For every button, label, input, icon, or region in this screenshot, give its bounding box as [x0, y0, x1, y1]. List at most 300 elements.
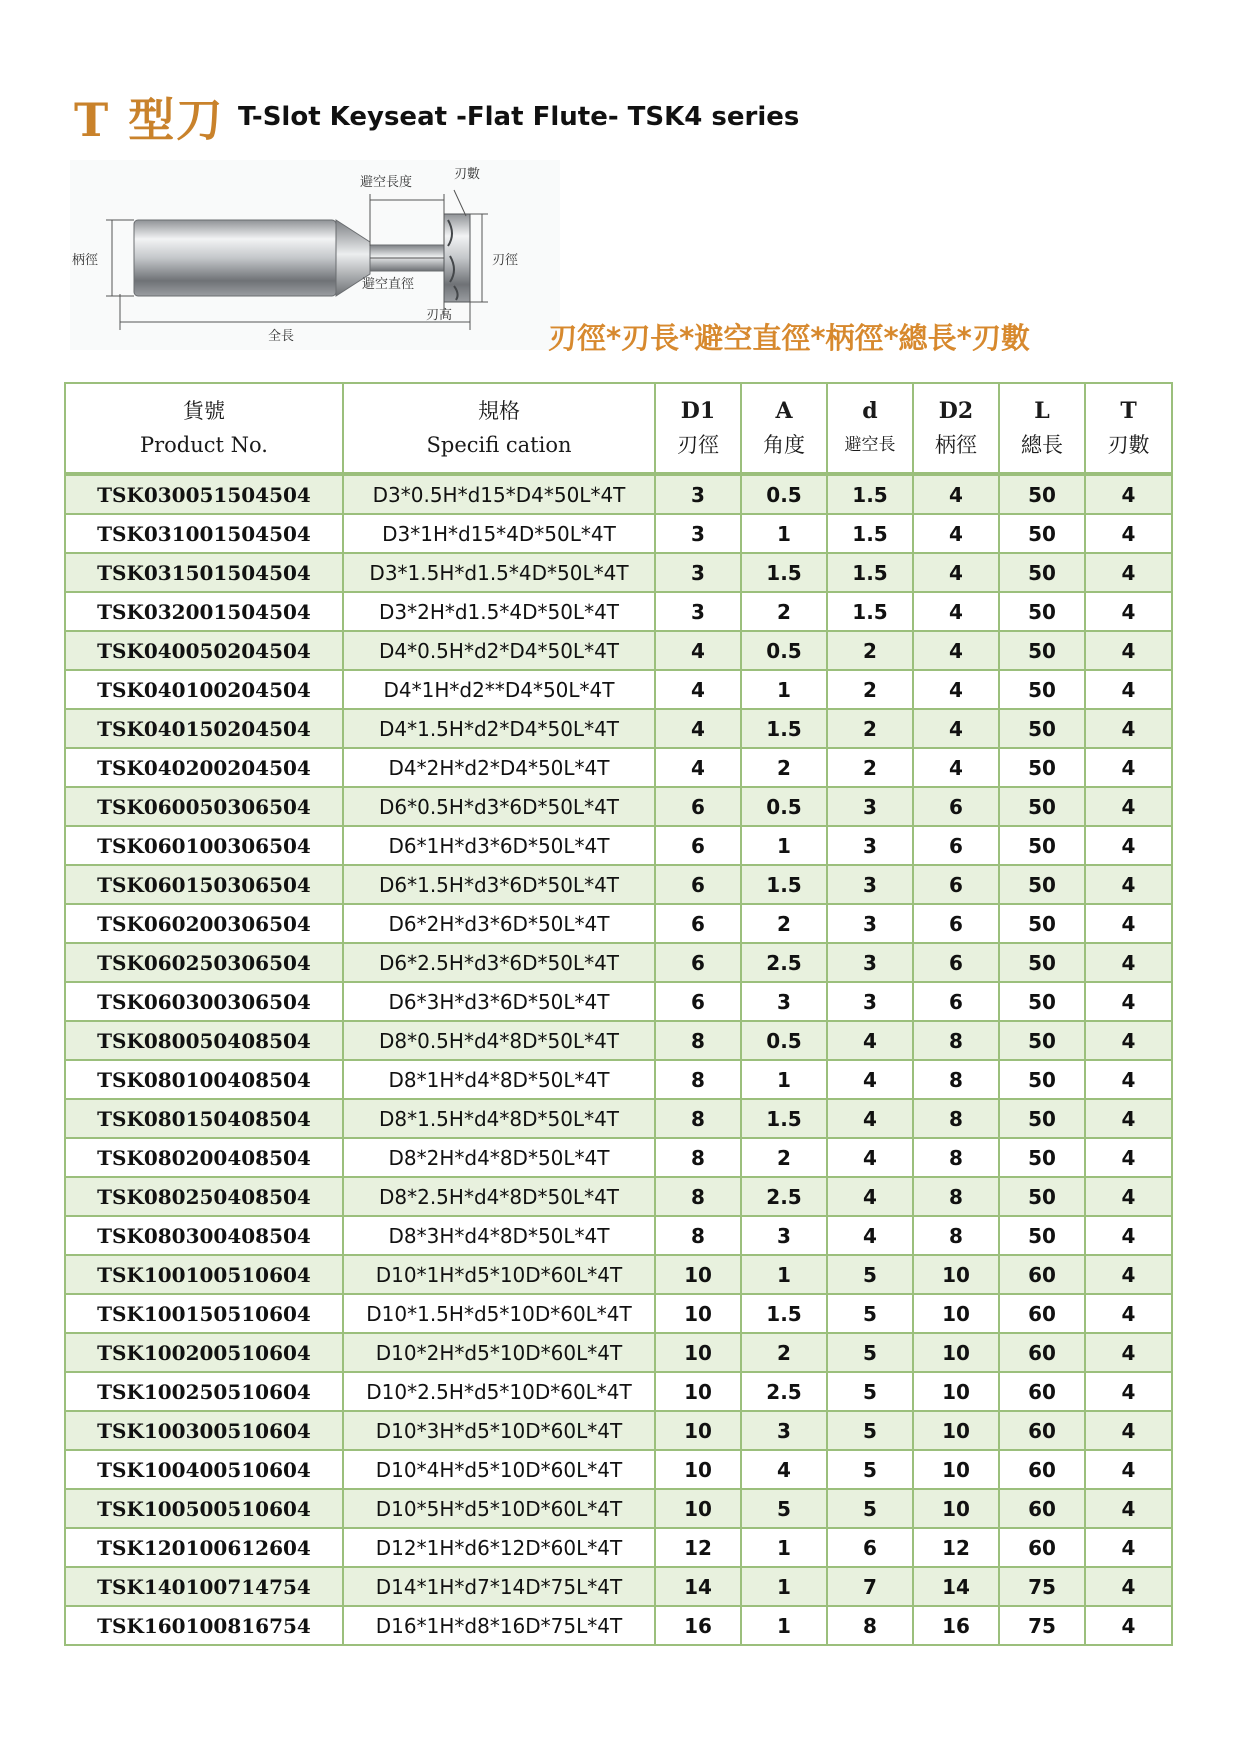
- table-row: [65, 1099, 1172, 1138]
- d2-cell: 6: [913, 826, 999, 865]
- specification-cell: D8*2.5H*d4*8D*50L*4T: [343, 1177, 655, 1216]
- neck-length-cell: 3: [827, 865, 913, 904]
- angle-cell: 2: [741, 748, 827, 787]
- flutes-cell: 4: [1085, 865, 1172, 904]
- table-row: [65, 826, 1172, 865]
- product-no-cell: TSK140100714754: [65, 1567, 343, 1606]
- d2-cell: 12: [913, 1528, 999, 1567]
- d2-cell: 10: [913, 1255, 999, 1294]
- d1-cell: 8: [655, 1099, 741, 1138]
- overall-length-cell: 50: [999, 1060, 1085, 1099]
- specification-cell: D6*1.5H*d3*6D*50L*4T: [343, 865, 655, 904]
- title-en: T-Slot Keyseat -Flat Flute- TSK4 series: [238, 102, 800, 132]
- overall-length-cell: 50: [999, 514, 1085, 553]
- d1-cell: 8: [655, 1177, 741, 1216]
- label-overall-length: 全長: [268, 329, 295, 344]
- product-no-cell: TSK040150204504: [65, 709, 343, 748]
- overall-length-cell: 75: [999, 1606, 1085, 1645]
- table-row: [65, 1060, 1172, 1099]
- overall-length-cell: 50: [999, 631, 1085, 670]
- flutes-cell: 4: [1085, 1567, 1172, 1606]
- d1-cell: 3: [655, 514, 741, 553]
- d1-cell: 6: [655, 865, 741, 904]
- specification-cell: D8*2H*d4*8D*50L*4T: [343, 1138, 655, 1177]
- angle-cell: 2.5: [741, 1372, 827, 1411]
- angle-cell: 1: [741, 1060, 827, 1099]
- table-row: [65, 904, 1172, 943]
- label-cutter-height: 刃高: [426, 308, 453, 323]
- angle-cell: 1.5: [741, 553, 827, 592]
- specification-cell: D3*2H*d1.5*4D*50L*4T: [343, 592, 655, 631]
- header-label-cn: 避空長: [844, 435, 896, 455]
- d2-cell: 4: [913, 514, 999, 553]
- angle-cell: 2: [741, 904, 827, 943]
- overall-length-cell: 60: [999, 1333, 1085, 1372]
- header-product-no: [65, 383, 343, 474]
- angle-cell: 2: [741, 1138, 827, 1177]
- angle-cell: 2: [741, 1333, 827, 1372]
- d1-cell: 4: [655, 748, 741, 787]
- flutes-cell: 4: [1085, 553, 1172, 592]
- neck-length-cell: 5: [827, 1411, 913, 1450]
- d1-cell: 16: [655, 1606, 741, 1645]
- angle-cell: 4: [741, 1450, 827, 1489]
- d2-cell: 6: [913, 904, 999, 943]
- d1-cell: 10: [655, 1372, 741, 1411]
- flutes-cell: 4: [1085, 943, 1172, 982]
- neck-length-cell: 5: [827, 1450, 913, 1489]
- angle-cell: 1: [741, 514, 827, 553]
- specification-cell: D3*1H*d15*4D*50L*4T: [343, 514, 655, 553]
- d2-cell: 6: [913, 787, 999, 826]
- neck-length-cell: 4: [827, 1021, 913, 1060]
- table-row: [65, 1216, 1172, 1255]
- angle-cell: 3: [741, 982, 827, 1021]
- overall-length-cell: 50: [999, 1099, 1085, 1138]
- d2-cell: 10: [913, 1489, 999, 1528]
- flutes-cell: 4: [1085, 1411, 1172, 1450]
- flutes-cell: 4: [1085, 1255, 1172, 1294]
- angle-cell: 1.5: [741, 709, 827, 748]
- table-row: [65, 1567, 1172, 1606]
- product-no-cell: TSK040200204504: [65, 748, 343, 787]
- overall-length-cell: 50: [999, 904, 1085, 943]
- d1-cell: 4: [655, 709, 741, 748]
- table-row: [65, 982, 1172, 1021]
- table-row: [65, 1411, 1172, 1450]
- d1-cell: 8: [655, 1060, 741, 1099]
- d1-cell: 6: [655, 982, 741, 1021]
- neck-length-cell: 3: [827, 904, 913, 943]
- table-row: [65, 1138, 1172, 1177]
- d1-cell: 10: [655, 1489, 741, 1528]
- neck-length-cell: 1.5: [827, 592, 913, 631]
- specification-cell: D8*1H*d4*8D*50L*4T: [343, 1060, 655, 1099]
- product-no-cell: TSK120100612604: [65, 1528, 343, 1567]
- product-no-cell: TSK060250306504: [65, 943, 343, 982]
- table-row: [65, 670, 1172, 709]
- overall-length-cell: 75: [999, 1567, 1085, 1606]
- header-label-en: Specifi cation: [426, 433, 572, 457]
- product-no-cell: TSK031501504504: [65, 553, 343, 592]
- overall-length-cell: 50: [999, 670, 1085, 709]
- overall-length-cell: 50: [999, 826, 1085, 865]
- d2-cell: 10: [913, 1411, 999, 1450]
- flutes-cell: 4: [1085, 709, 1172, 748]
- table-row: [65, 1606, 1172, 1645]
- overall-length-cell: 60: [999, 1411, 1085, 1450]
- specification-cell: D4*1.5H*d2*D4*50L*4T: [343, 709, 655, 748]
- product-no-cell: TSK060200306504: [65, 904, 343, 943]
- angle-cell: 0.5: [741, 1021, 827, 1060]
- d1-cell: 6: [655, 943, 741, 982]
- flutes-cell: 4: [1085, 1021, 1172, 1060]
- neck-length-cell: 7: [827, 1567, 913, 1606]
- angle-cell: 2: [741, 592, 827, 631]
- neck-length-cell: 4: [827, 1177, 913, 1216]
- angle-cell: 1.5: [741, 1294, 827, 1333]
- overall-length-cell: 60: [999, 1255, 1085, 1294]
- angle-cell: 1: [741, 670, 827, 709]
- header-symbol: A: [775, 398, 793, 424]
- product-no-cell: TSK060150306504: [65, 865, 343, 904]
- table-row: [65, 1333, 1172, 1372]
- d2-cell: 16: [913, 1606, 999, 1645]
- angle-cell: 1: [741, 1528, 827, 1567]
- header-label-cn: 貨號: [183, 399, 225, 423]
- product-no-cell: TSK080150408504: [65, 1099, 343, 1138]
- product-no-cell: TSK060050306504: [65, 787, 343, 826]
- table-row: [65, 1177, 1172, 1216]
- product-no-cell: TSK080250408504: [65, 1177, 343, 1216]
- angle-cell: 5: [741, 1489, 827, 1528]
- overall-length-cell: 50: [999, 1216, 1085, 1255]
- neck-length-cell: 1.5: [827, 553, 913, 592]
- specification-cell: D4*2H*d2*D4*50L*4T: [343, 748, 655, 787]
- product-no-cell: TSK030051504504: [65, 474, 343, 514]
- flutes-cell: 4: [1085, 1606, 1172, 1645]
- flutes-cell: 4: [1085, 748, 1172, 787]
- overall-length-cell: 50: [999, 1138, 1085, 1177]
- specification-cell: D10*2H*d5*10D*60L*4T: [343, 1333, 655, 1372]
- overall-length-cell: 50: [999, 709, 1085, 748]
- d1-cell: 10: [655, 1450, 741, 1489]
- overall-length-cell: 50: [999, 748, 1085, 787]
- angle-cell: 3: [741, 1216, 827, 1255]
- overall-length-cell: 60: [999, 1294, 1085, 1333]
- specification-cell: D10*3H*d5*10D*60L*4T: [343, 1411, 655, 1450]
- overall-length-cell: 50: [999, 553, 1085, 592]
- angle-cell: 1: [741, 826, 827, 865]
- label-neck-dia: 避空直徑: [362, 277, 415, 292]
- neck-length-cell: 2: [827, 631, 913, 670]
- overall-length-cell: 50: [999, 787, 1085, 826]
- product-no-cell: TSK100150510604: [65, 1294, 343, 1333]
- flutes-cell: 4: [1085, 1138, 1172, 1177]
- product-table: [64, 382, 1173, 1646]
- d1-cell: 10: [655, 1255, 741, 1294]
- tool-cutter-head: [444, 214, 470, 302]
- product-no-cell: TSK080300408504: [65, 1216, 343, 1255]
- table-row: [65, 631, 1172, 670]
- d1-cell: 8: [655, 1138, 741, 1177]
- neck-length-cell: 4: [827, 1060, 913, 1099]
- d2-cell: 6: [913, 982, 999, 1021]
- label-shank-dia: 柄徑: [72, 253, 99, 268]
- overall-length-cell: 60: [999, 1450, 1085, 1489]
- d2-cell: 8: [913, 1060, 999, 1099]
- specification-cell: D12*1H*d6*12D*60L*4T: [343, 1528, 655, 1567]
- flutes-cell: 4: [1085, 787, 1172, 826]
- header-l: [999, 383, 1085, 474]
- header-d2: [913, 383, 999, 474]
- flutes-cell: 4: [1085, 1333, 1172, 1372]
- neck-length-cell: 4: [827, 1216, 913, 1255]
- header-label-cn: 角度: [763, 433, 805, 457]
- specification-cell: D8*3H*d4*8D*50L*4T: [343, 1216, 655, 1255]
- table-row: [65, 553, 1172, 592]
- overall-length-cell: 50: [999, 982, 1085, 1021]
- angle-cell: 2.5: [741, 943, 827, 982]
- flutes-cell: 4: [1085, 1372, 1172, 1411]
- neck-length-cell: 8: [827, 1606, 913, 1645]
- overall-length-cell: 60: [999, 1372, 1085, 1411]
- specification-cell: D3*1.5H*d1.5*4D*50L*4T: [343, 553, 655, 592]
- d2-cell: 10: [913, 1294, 999, 1333]
- product-no-cell: TSK080050408504: [65, 1021, 343, 1060]
- header-label-cn: 總長: [1021, 433, 1063, 457]
- neck-length-cell: 5: [827, 1255, 913, 1294]
- table-row: [65, 943, 1172, 982]
- table-row: [65, 1294, 1172, 1333]
- overall-length-cell: 50: [999, 474, 1085, 514]
- neck-length-cell: 3: [827, 826, 913, 865]
- neck-length-cell: 2: [827, 709, 913, 748]
- header-label-en: Product No.: [140, 433, 268, 457]
- d2-cell: 8: [913, 1177, 999, 1216]
- angle-cell: 1: [741, 1567, 827, 1606]
- flutes-cell: 4: [1085, 631, 1172, 670]
- header-symbol: D2: [938, 398, 974, 424]
- table-row: [65, 592, 1172, 631]
- header-d1: [655, 383, 741, 474]
- overall-length-cell: 60: [999, 1528, 1085, 1567]
- header-specification: [343, 383, 655, 474]
- table-row: [65, 1528, 1172, 1567]
- d2-cell: 6: [913, 943, 999, 982]
- header-a: [741, 383, 827, 474]
- angle-cell: 0.5: [741, 474, 827, 514]
- table-row: [65, 1372, 1172, 1411]
- header-label-cn: 刃數: [1107, 433, 1150, 457]
- d1-cell: 4: [655, 670, 741, 709]
- flutes-cell: 4: [1085, 904, 1172, 943]
- d2-cell: 4: [913, 474, 999, 514]
- specification-cell: D6*2.5H*d3*6D*50L*4T: [343, 943, 655, 982]
- table-row: [65, 474, 1172, 514]
- angle-cell: 1: [741, 1606, 827, 1645]
- header-symbol: L: [1034, 398, 1050, 424]
- specification-cell: D6*1H*d3*6D*50L*4T: [343, 826, 655, 865]
- table-row: [65, 1450, 1172, 1489]
- neck-length-cell: 1.5: [827, 474, 913, 514]
- flutes-cell: 4: [1085, 1177, 1172, 1216]
- tool-diagram: [70, 160, 560, 350]
- angle-cell: 1: [741, 1255, 827, 1294]
- d2-cell: 10: [913, 1333, 999, 1372]
- header-t: [1085, 383, 1172, 474]
- table-header-row: [65, 383, 1172, 474]
- specification-cell: D10*5H*d5*10D*60L*4T: [343, 1489, 655, 1528]
- specification-cell: D6*0.5H*d3*6D*50L*4T: [343, 787, 655, 826]
- neck-length-cell: 2: [827, 670, 913, 709]
- d1-cell: 3: [655, 592, 741, 631]
- table-row: [65, 514, 1172, 553]
- neck-length-cell: 5: [827, 1333, 913, 1372]
- angle-cell: 0.5: [741, 631, 827, 670]
- overall-length-cell: 50: [999, 865, 1085, 904]
- header-symbol: D1: [680, 398, 716, 424]
- flutes-cell: 4: [1085, 474, 1172, 514]
- d1-cell: 8: [655, 1021, 741, 1060]
- flutes-cell: 4: [1085, 1099, 1172, 1138]
- specification-cell: D4*0.5H*d2*D4*50L*4T: [343, 631, 655, 670]
- neck-length-cell: 5: [827, 1489, 913, 1528]
- d2-cell: 8: [913, 1216, 999, 1255]
- d1-cell: 3: [655, 553, 741, 592]
- product-no-cell: TSK032001504504: [65, 592, 343, 631]
- header-label-cn: 規格: [478, 399, 520, 423]
- specification-cell: D8*1.5H*d4*8D*50L*4T: [343, 1099, 655, 1138]
- flutes-cell: 4: [1085, 514, 1172, 553]
- header-symbol: T: [1120, 398, 1137, 424]
- d1-cell: 10: [655, 1294, 741, 1333]
- d2-cell: 8: [913, 1021, 999, 1060]
- neck-length-cell: 2: [827, 748, 913, 787]
- specification-cell: D3*0.5H*d15*D4*50L*4T: [343, 474, 655, 514]
- d1-cell: 10: [655, 1333, 741, 1372]
- overall-length-cell: 50: [999, 1177, 1085, 1216]
- table-row: [65, 1489, 1172, 1528]
- product-no-cell: TSK100200510604: [65, 1333, 343, 1372]
- neck-length-cell: 5: [827, 1372, 913, 1411]
- specification-cell: D10*4H*d5*10D*60L*4T: [343, 1450, 655, 1489]
- product-no-cell: TSK100100510604: [65, 1255, 343, 1294]
- specification-cell: D14*1H*d7*14D*75L*4T: [343, 1567, 655, 1606]
- neck-length-cell: 3: [827, 787, 913, 826]
- neck-length-cell: 3: [827, 943, 913, 982]
- product-no-cell: TSK080200408504: [65, 1138, 343, 1177]
- d2-cell: 4: [913, 553, 999, 592]
- header-symbol: d: [862, 398, 878, 424]
- specification-cell: D6*2H*d3*6D*50L*4T: [343, 904, 655, 943]
- overall-length-cell: 60: [999, 1489, 1085, 1528]
- specification-cell: D10*1.5H*d5*10D*60L*4T: [343, 1294, 655, 1333]
- flutes-cell: 4: [1085, 670, 1172, 709]
- product-no-cell: TSK060100306504: [65, 826, 343, 865]
- header-label-cn: 刃徑: [677, 433, 719, 457]
- table-row: [65, 748, 1172, 787]
- d1-cell: 14: [655, 1567, 741, 1606]
- neck-length-cell: 5: [827, 1294, 913, 1333]
- d1-cell: 6: [655, 787, 741, 826]
- d2-cell: 4: [913, 709, 999, 748]
- neck-length-cell: 4: [827, 1138, 913, 1177]
- product-no-cell: TSK040100204504: [65, 670, 343, 709]
- neck-length-cell: 4: [827, 1099, 913, 1138]
- d2-cell: 10: [913, 1450, 999, 1489]
- specification-cell: D8*0.5H*d4*8D*50L*4T: [343, 1021, 655, 1060]
- d2-cell: 4: [913, 631, 999, 670]
- specification-cell: D16*1H*d8*16D*75L*4T: [343, 1606, 655, 1645]
- angle-cell: 1.5: [741, 1099, 827, 1138]
- specification-cell: D6*3H*d3*6D*50L*4T: [343, 982, 655, 1021]
- specification-cell: D10*2.5H*d5*10D*60L*4T: [343, 1372, 655, 1411]
- d2-cell: 6: [913, 865, 999, 904]
- header-label-cn: 柄徑: [935, 433, 977, 457]
- d1-cell: 4: [655, 631, 741, 670]
- flutes-cell: 4: [1085, 1528, 1172, 1567]
- flutes-cell: 4: [1085, 982, 1172, 1021]
- table-row: [65, 865, 1172, 904]
- product-no-cell: TSK100300510604: [65, 1411, 343, 1450]
- label-cutter-dia: 刃徑: [492, 253, 519, 268]
- angle-cell: 1.5: [741, 865, 827, 904]
- product-no-cell: TSK080100408504: [65, 1060, 343, 1099]
- flutes-cell: 4: [1085, 592, 1172, 631]
- spec-formula: 刃徑*刃長*避空直徑*柄徑*總長*刃數: [548, 321, 1030, 355]
- header-d: [827, 383, 913, 474]
- table-body: [65, 474, 1172, 1645]
- flutes-cell: 4: [1085, 1060, 1172, 1099]
- specification-cell: D10*1H*d5*10D*60L*4T: [343, 1255, 655, 1294]
- flutes-cell: 4: [1085, 1294, 1172, 1333]
- overall-length-cell: 50: [999, 1021, 1085, 1060]
- angle-cell: 2.5: [741, 1177, 827, 1216]
- d2-cell: 10: [913, 1372, 999, 1411]
- specification-cell: D4*1H*d2**D4*50L*4T: [343, 670, 655, 709]
- angle-cell: 0.5: [741, 787, 827, 826]
- d2-cell: 14: [913, 1567, 999, 1606]
- flutes-cell: 4: [1085, 1216, 1172, 1255]
- label-flutes: 刃數: [454, 167, 481, 182]
- product-no-cell: TSK100250510604: [65, 1372, 343, 1411]
- d1-cell: 6: [655, 826, 741, 865]
- overall-length-cell: 50: [999, 592, 1085, 631]
- overall-length-cell: 50: [999, 943, 1085, 982]
- d2-cell: 8: [913, 1138, 999, 1177]
- title-cn: T 型刀: [74, 93, 225, 147]
- d1-cell: 3: [655, 474, 741, 514]
- product-no-cell: TSK040050204504: [65, 631, 343, 670]
- neck-length-cell: 3: [827, 982, 913, 1021]
- product-no-cell: TSK100500510604: [65, 1489, 343, 1528]
- label-neck-length: 避空長度: [360, 175, 413, 190]
- product-no-cell: TSK160100816754: [65, 1606, 343, 1645]
- d1-cell: 8: [655, 1216, 741, 1255]
- tool-shank: [134, 220, 336, 296]
- angle-cell: 3: [741, 1411, 827, 1450]
- d2-cell: 4: [913, 670, 999, 709]
- d1-cell: 12: [655, 1528, 741, 1567]
- flutes-cell: 4: [1085, 826, 1172, 865]
- table-row: [65, 1021, 1172, 1060]
- d2-cell: 4: [913, 592, 999, 631]
- flutes-cell: 4: [1085, 1450, 1172, 1489]
- table-row: [65, 1255, 1172, 1294]
- product-no-cell: TSK100400510604: [65, 1450, 343, 1489]
- table-row: [65, 709, 1172, 748]
